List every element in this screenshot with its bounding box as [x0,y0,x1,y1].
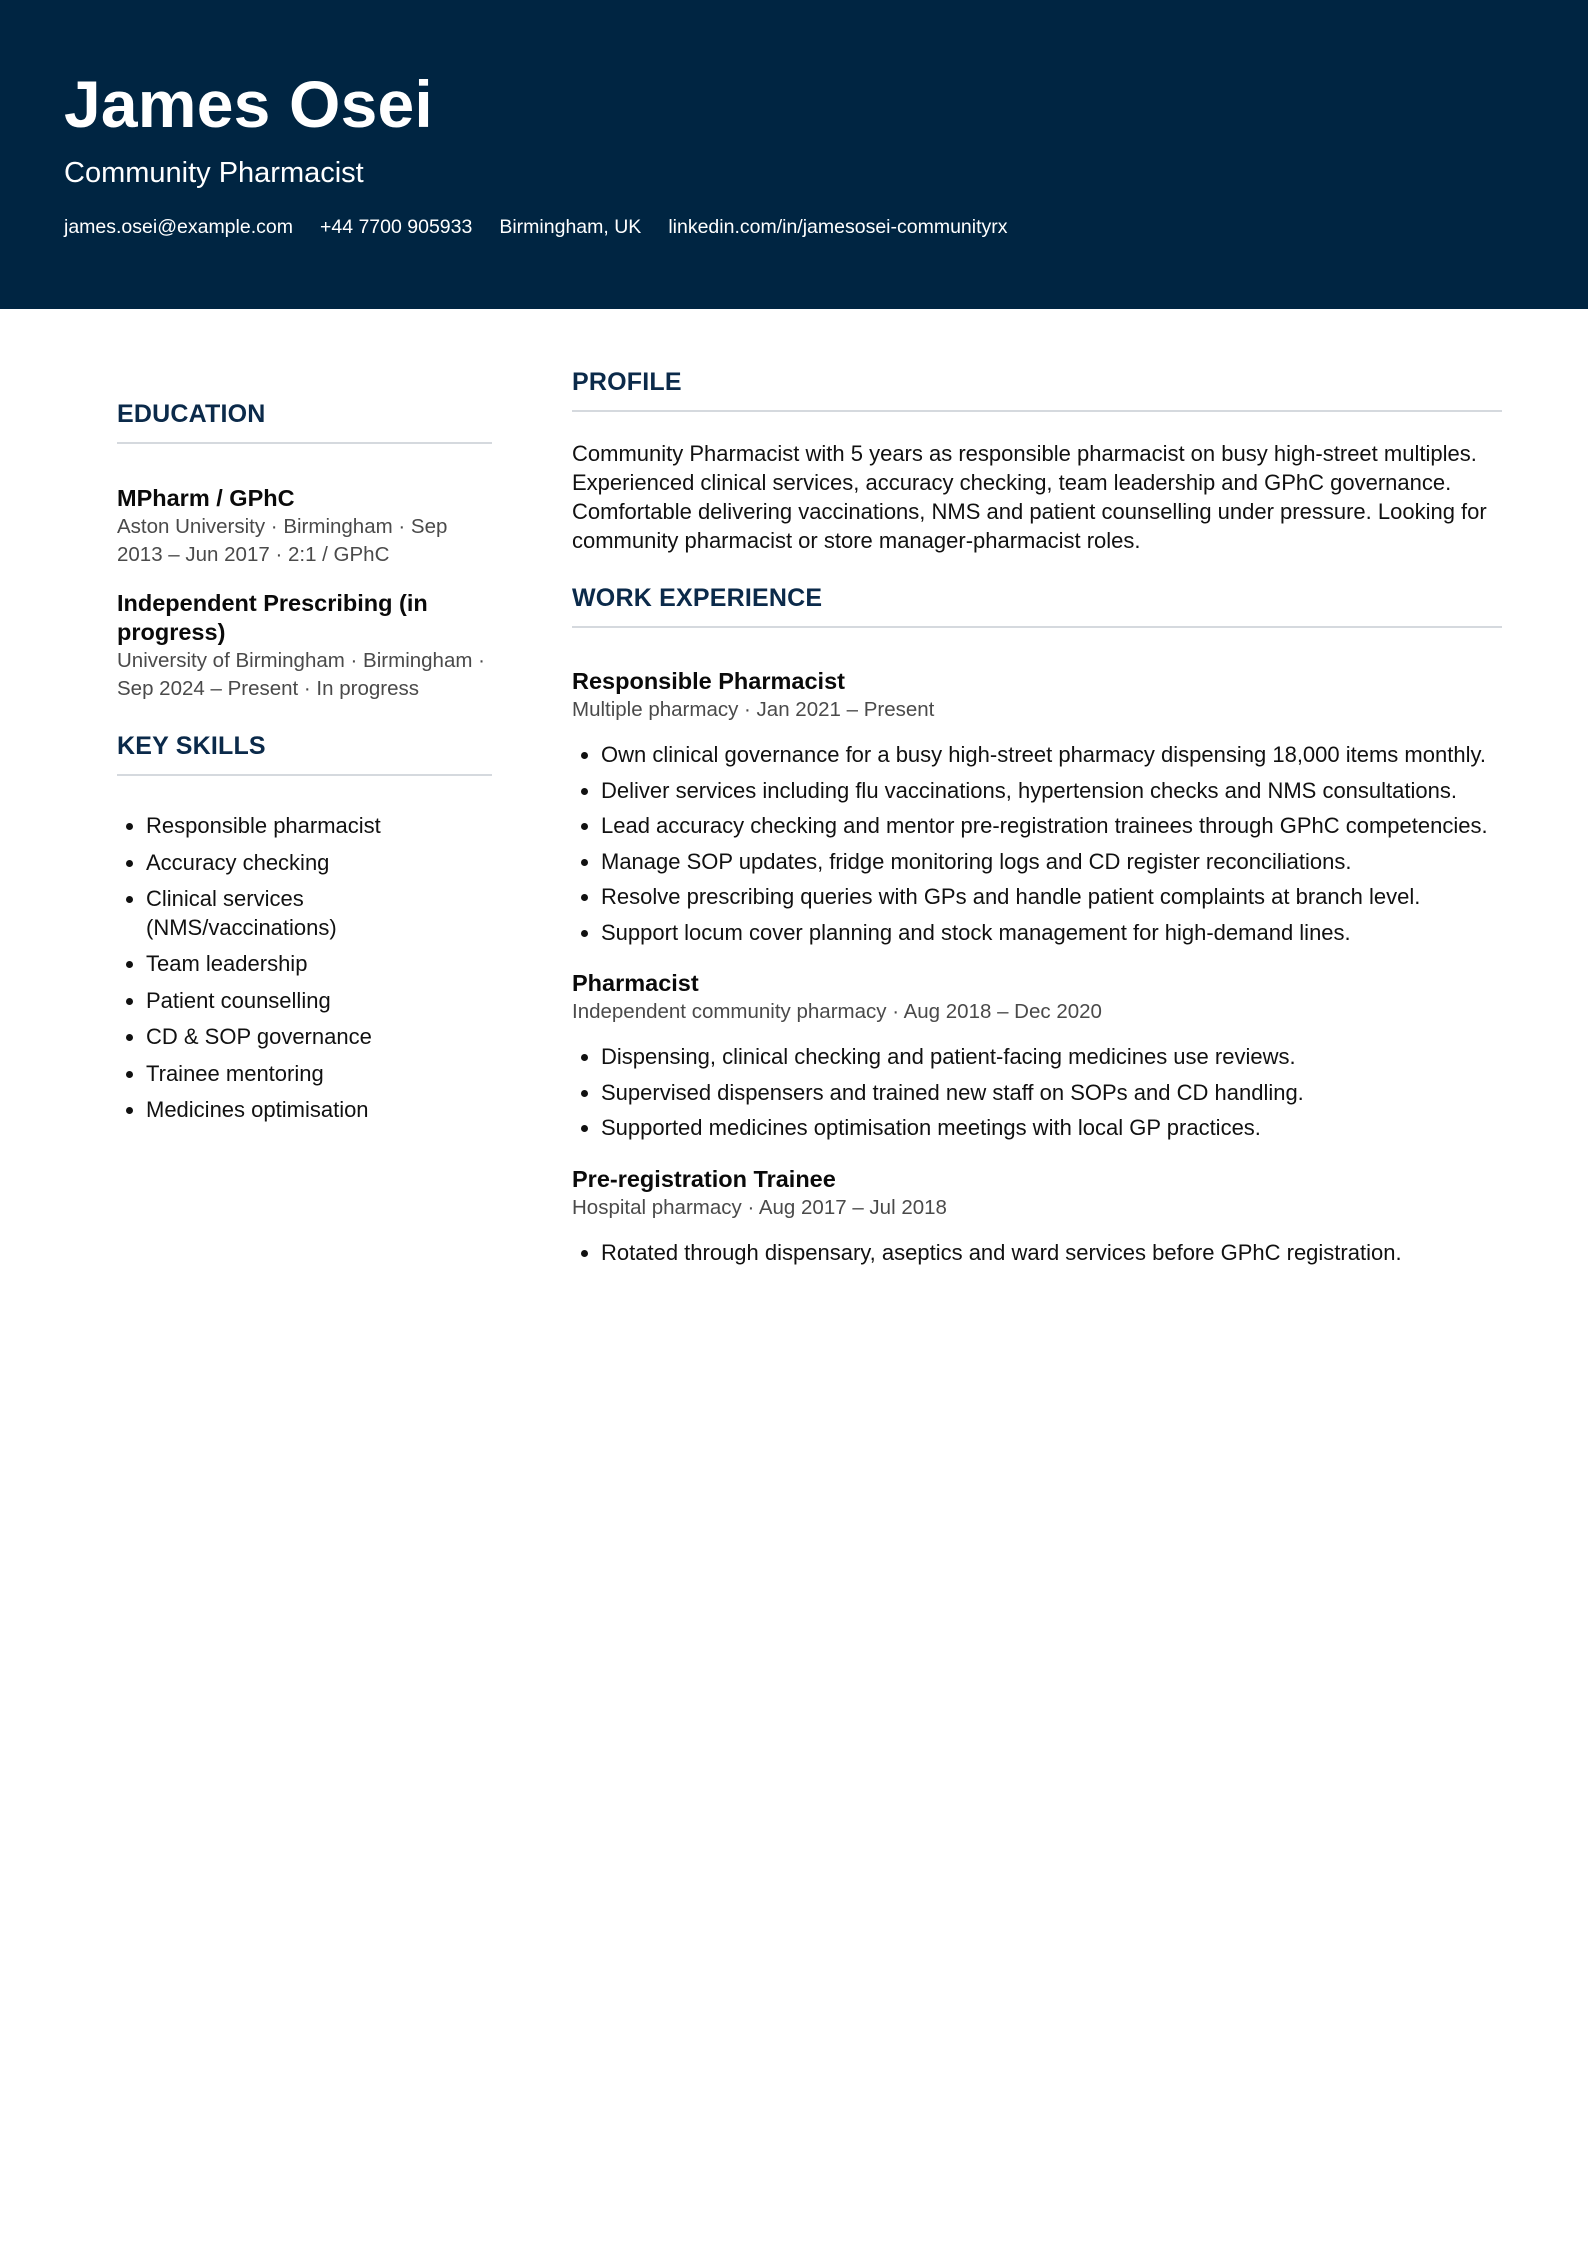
job-bullets [572,1239,1502,1268]
job-entry [572,1165,1502,1268]
skills-list [117,812,492,1125]
experience-section [572,582,1502,1267]
skill-item: • CD & SOP governance [146,1023,492,1052]
job-bullets [572,1043,1502,1143]
skill-item: • Accuracy checking [146,849,492,878]
job-title: Pharmacist [572,970,699,996]
job-title: Pre-registration Trainee [572,1165,836,1192]
job-bullet: • Dispensing, clinical checking and patient-facing medicines use reviews. [601,1043,1502,1072]
profile-section [572,366,1502,555]
contact-linkedin[interactable]: linkedin.com/in/jamesosei-communityrx [668,216,1008,238]
contact-email[interactable]: james.osei@example.com [64,216,293,238]
skill-item: • Responsible pharmacist [146,812,492,841]
main-column [572,366,1502,1267]
job-meta: Multiple pharmacy · Jan 2021 – Present [572,698,935,721]
contact-location: Birmingham, UK [499,216,642,238]
job-bullet: • Deliver services including flu vaccinations, hypertension checks and NMS consultations. [601,777,1502,806]
skills-section [117,730,492,1125]
skill-item: • Trainee mentoring [146,1060,492,1089]
contact-phone[interactable]: +44 7700 905933 [319,216,473,238]
job-entry [572,969,1502,1143]
job-bullet: • Resolve prescribing queries with GPs and handle patient complaints at branch level. [601,883,1502,912]
skill-item: • Team leadership [146,950,492,979]
profile-summary: Community Pharmacist with 5 years as responsible pharmacist on busy high-street multiples. Experienced clinical services, accuracy checking, team leadership and GPhC governance. Comfortable delivering vaccinations, NMS and patient counselling under pressure. Looking for community pharmacist or store manager-pharmacist roles. [572,441,1487,553]
skill-item: • Patient counselling [146,987,492,1016]
education-section [117,398,492,703]
education-item [117,484,492,569]
education-item-title: MPharm / GPhC [117,485,295,511]
resume-header [0,0,1588,309]
education-item [117,589,492,703]
candidate-title: Community Pharmacist [64,157,364,189]
job-meta: Hospital pharmacy · Aug 2017 – Jul 2018 [572,1195,947,1219]
job-bullet: • Rotated through dispensary, aseptics and ward services before GPhC registration. [601,1239,1502,1268]
sidebar-column [117,398,492,1125]
skill-item: • Medicines optimisation [146,1096,492,1125]
job-bullet: • Lead accuracy checking and mentor pre-registration trainees through GPhC competencies. [601,812,1502,841]
experience-heading: WORK EXPERIENCE [572,582,1502,628]
job-bullets [572,741,1502,947]
job-title: Responsible Pharmacist [572,668,845,694]
skills-heading: KEY SKILLS [117,730,492,776]
education-heading: EDUCATION [117,398,492,444]
job-bullet: • Support locum cover planning and stock management for high-demand lines. [601,919,1502,948]
candidate-name: James Osei [64,67,433,141]
education-item-title: Independent Prescribing (in progress) [117,590,428,645]
job-entry [572,667,1502,947]
job-bullet: • Supported medicines optimisation meetings with local GP practices. [601,1114,1502,1143]
job-meta: Independent community pharmacy · Aug 2018 – Dec 2020 [572,1000,1102,1023]
profile-heading: PROFILE [572,366,1502,412]
job-bullet: • Manage SOP updates, fridge monitoring logs and CD register reconciliations. [601,848,1502,877]
education-item-meta: University of Birmingham · Birmingham · Sep 2024 – Present · In progress [117,649,485,700]
education-item-meta: Aston University · Birmingham · Sep 2013 – Jun 2017 · 2:1 / GPhC [117,515,448,566]
job-bullet: • Own clinical governance for a busy high-street pharmacy dispensing 18,000 items monthly. [601,741,1502,770]
skill-item: • Clinical services (NMS/vaccinations) [146,885,492,942]
job-bullet: • Supervised dispensers and trained new staff on SOPs and CD handling. [601,1079,1502,1108]
contact-line [64,214,1008,240]
